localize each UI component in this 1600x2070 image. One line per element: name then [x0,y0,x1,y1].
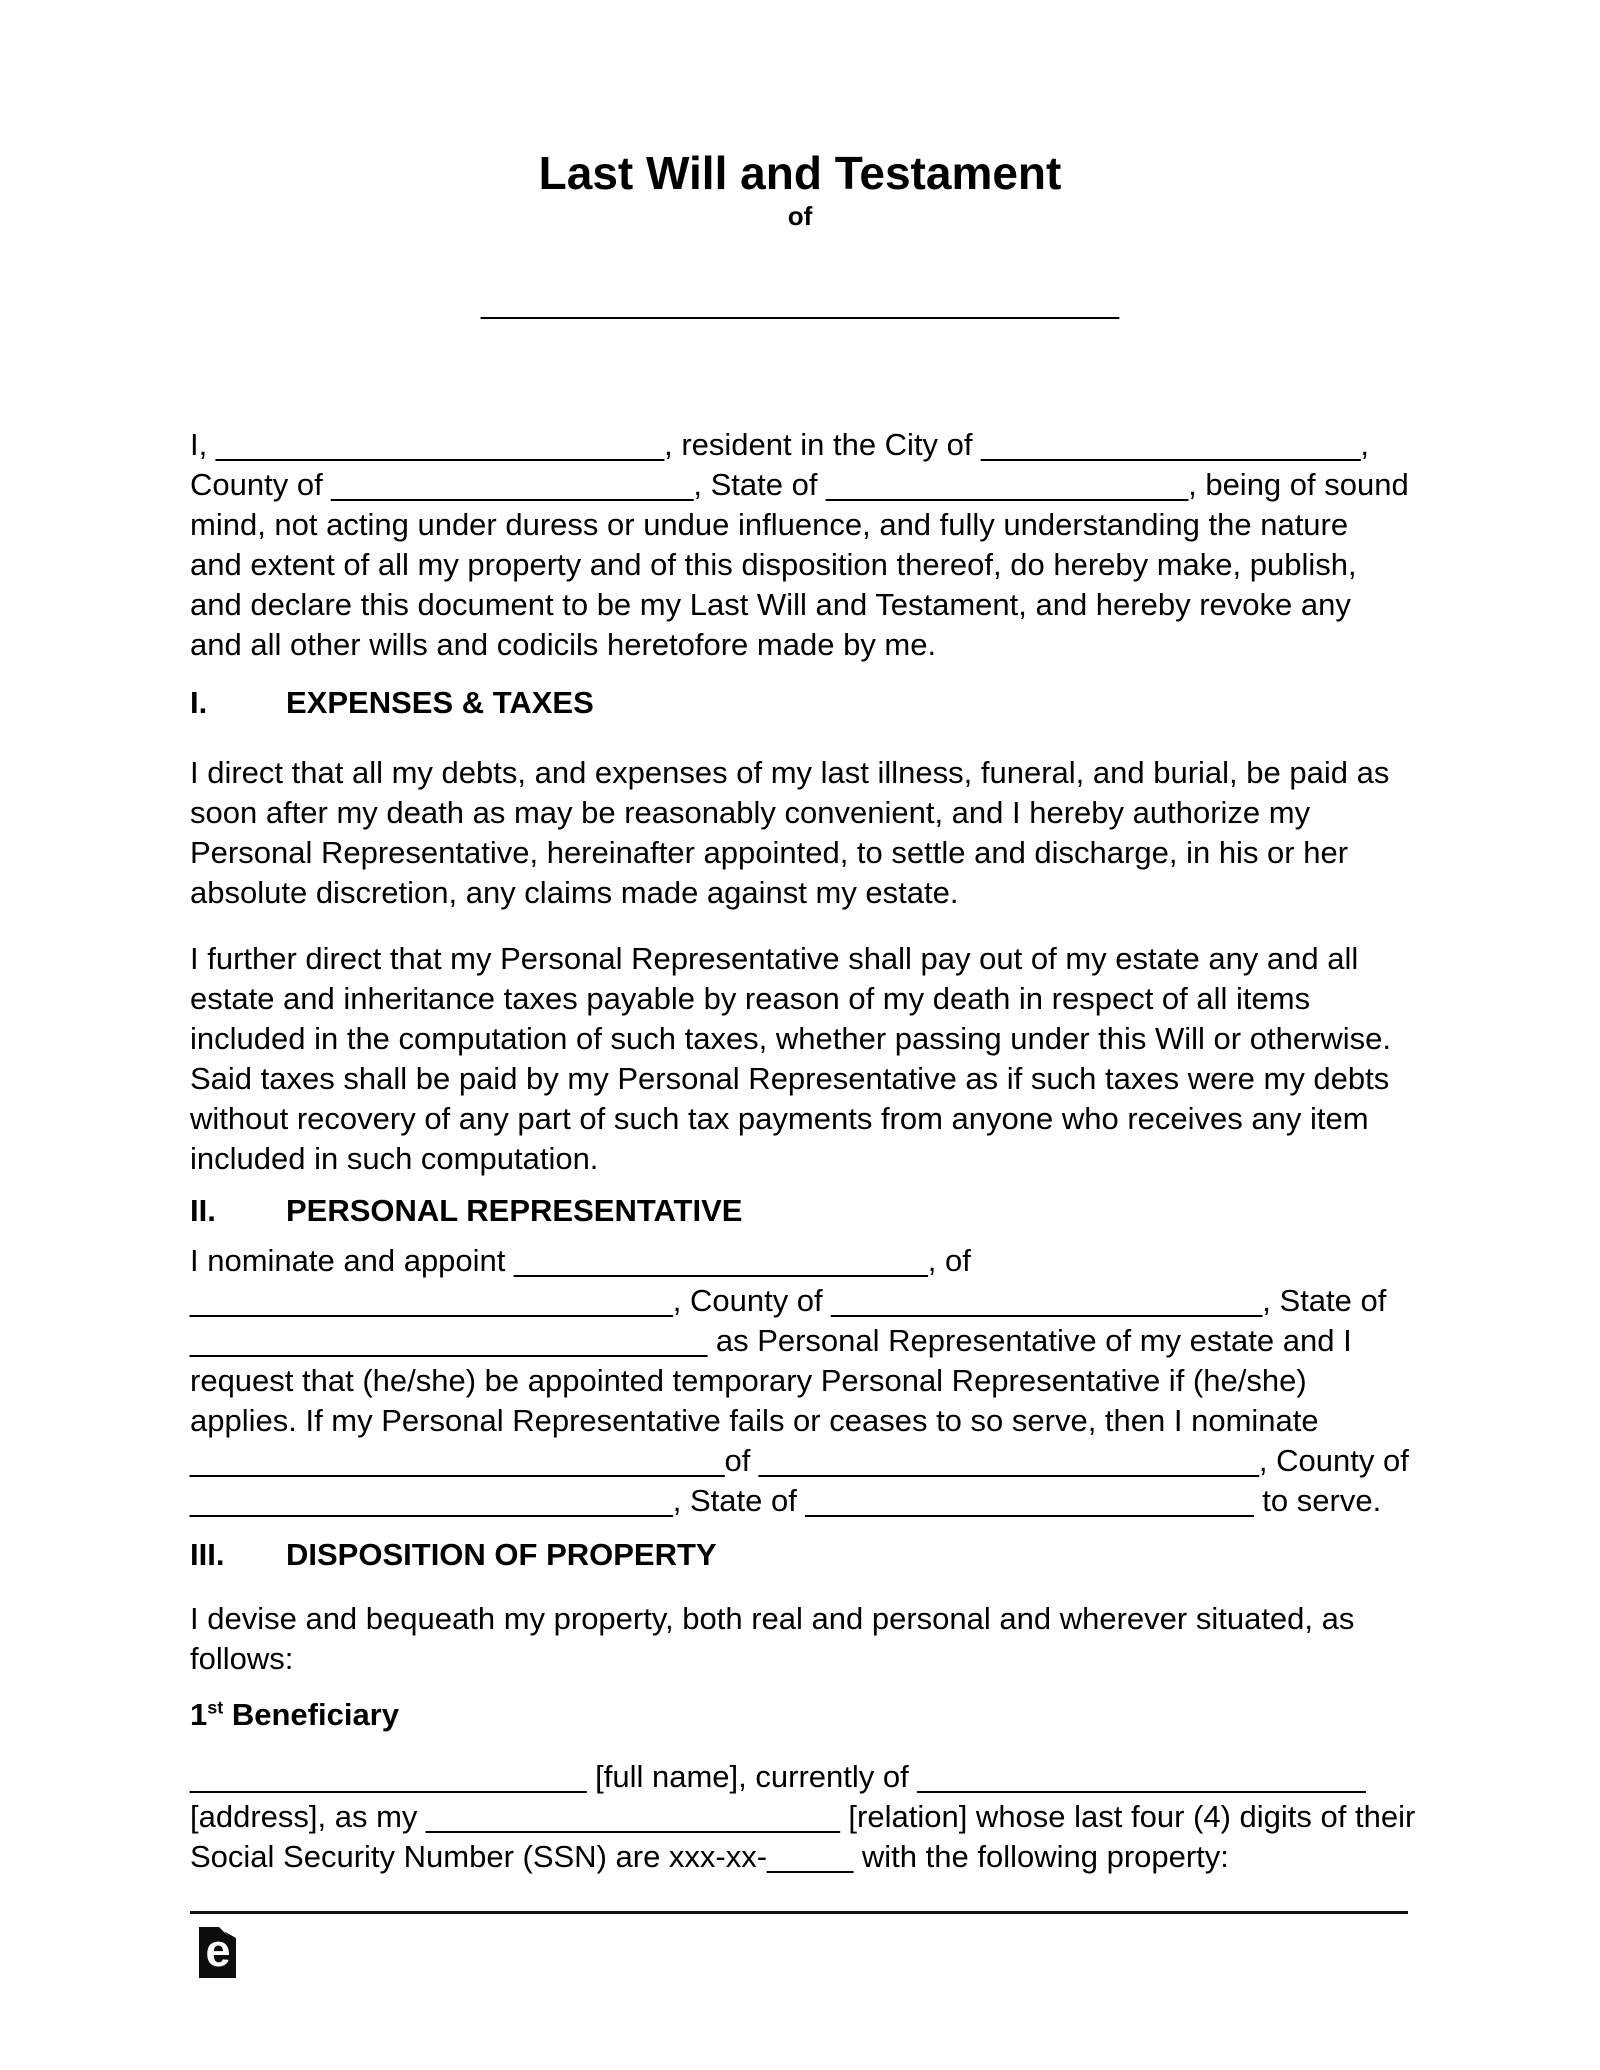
representative-paragraph [190,1241,1410,1521]
text-line: estate and inheritance taxes payable by reason of my death in respect of all items [190,981,1311,1016]
text-line: _______________________ [full name], currently of __________________________ [190,1759,1366,1794]
text-line: included in such computation. [190,1141,599,1176]
text-line: included in the computation of such taxes, whether passing under this Will or otherwise. [190,1021,1392,1056]
section-heading-disposition-of-property [190,1535,1410,1575]
text-line: I nominate and appoint ________________________, of [190,1243,971,1278]
text-line: _______________________________of _____________________________, County of [190,1443,1409,1478]
section-numeral: II. [190,1193,216,1228]
text-line: I, __________________________, resident in the City of ______________________, [190,427,1370,462]
text-line: and all other wills and codicils heretofore made by me. [190,627,937,662]
beneficiary-paragraph [190,1757,1416,1877]
intro-paragraph [190,425,1410,665]
section-numeral: III. [190,1537,225,1572]
section-heading-text: EXPENSES & TAXES [286,685,594,720]
footer-divider-line [190,1911,1408,1914]
section-numeral: I. [190,685,208,720]
first-beneficiary-label [190,1695,1410,1735]
text-line: I direct that all my debts, and expenses of my last illness, funeral, and burial, be paid as [190,755,1390,790]
section-heading-text: DISPOSITION OF PROPERTY [286,1537,717,1572]
text-line: ____________________________, County of _________________________, State of [190,1283,1387,1318]
beneficiary-ordinal: st [207,1697,224,1718]
text-line: soon after my death as may be reasonably convenient, and I hereby authorize my [190,795,1311,830]
text-line: [address], as my ________________________ [relation] whose last four (4) digits of their [190,1799,1416,1834]
text-line: without recovery of any part of such tax payments from anyone who receives any item [190,1101,1369,1136]
testator-name-blank-line: _____________________________________ [481,285,1119,320]
text-line: Social Security Number (SSN) are xxx-xx-_____ with the following property: [190,1839,1229,1874]
text-line: absolute discretion, any claims made against my estate. [190,875,959,910]
text-line: Personal Representative, hereinafter appointed, to settle and discharge, in his or her [190,835,1349,870]
text-line: I further direct that my Personal Representative shall pay out of my estate any and all [190,941,1359,976]
page-title: Last Will and Testament [538,147,1062,199]
expenses-paragraph-1 [190,753,1410,913]
beneficiary-number: 1 [190,1697,208,1732]
disposition-paragraph [190,1599,1410,1679]
text-line: mind, not acting under duress or undue influence, and fully understanding the nature [190,507,1349,542]
text-line: applies. If my Personal Representative fails or ceases to so serve, then I nominate [190,1403,1319,1438]
text-line: I devise and bequeath my property, both real and personal and wherever situated, as [190,1601,1355,1636]
section-heading-personal-representative [190,1191,1410,1231]
expenses-paragraph-2 [190,939,1410,1179]
text-line: and declare this document to be my Last Will and Testament, and hereby revoke any [190,587,1351,622]
eforms-logo [199,1927,236,1978]
text-line: Said taxes shall be paid by my Personal Representative as if such taxes were my debts [190,1061,1390,1096]
text-line: County of _____________________, State of _____________________, being of sound [190,467,1409,502]
beneficiary-word: Beneficiary [223,1697,399,1732]
text-line: request that (he/she) be appointed temporary Personal Representative if (he/she) [190,1363,1307,1398]
text-line: follows: [190,1641,294,1676]
logo-letter-e: e [205,1925,231,1976]
page-subtitle: of [787,201,813,231]
section-heading-expenses-taxes [190,683,1410,723]
text-line: ______________________________ as Personal Representative of my estate and I [190,1323,1352,1358]
text-line: and extent of all my property and of this disposition thereof, do hereby make, publish, [190,547,1357,582]
text-line: ____________________________, State of __________________________ to serve. [190,1483,1382,1518]
section-heading-text: PERSONAL REPRESENTATIVE [286,1193,743,1228]
